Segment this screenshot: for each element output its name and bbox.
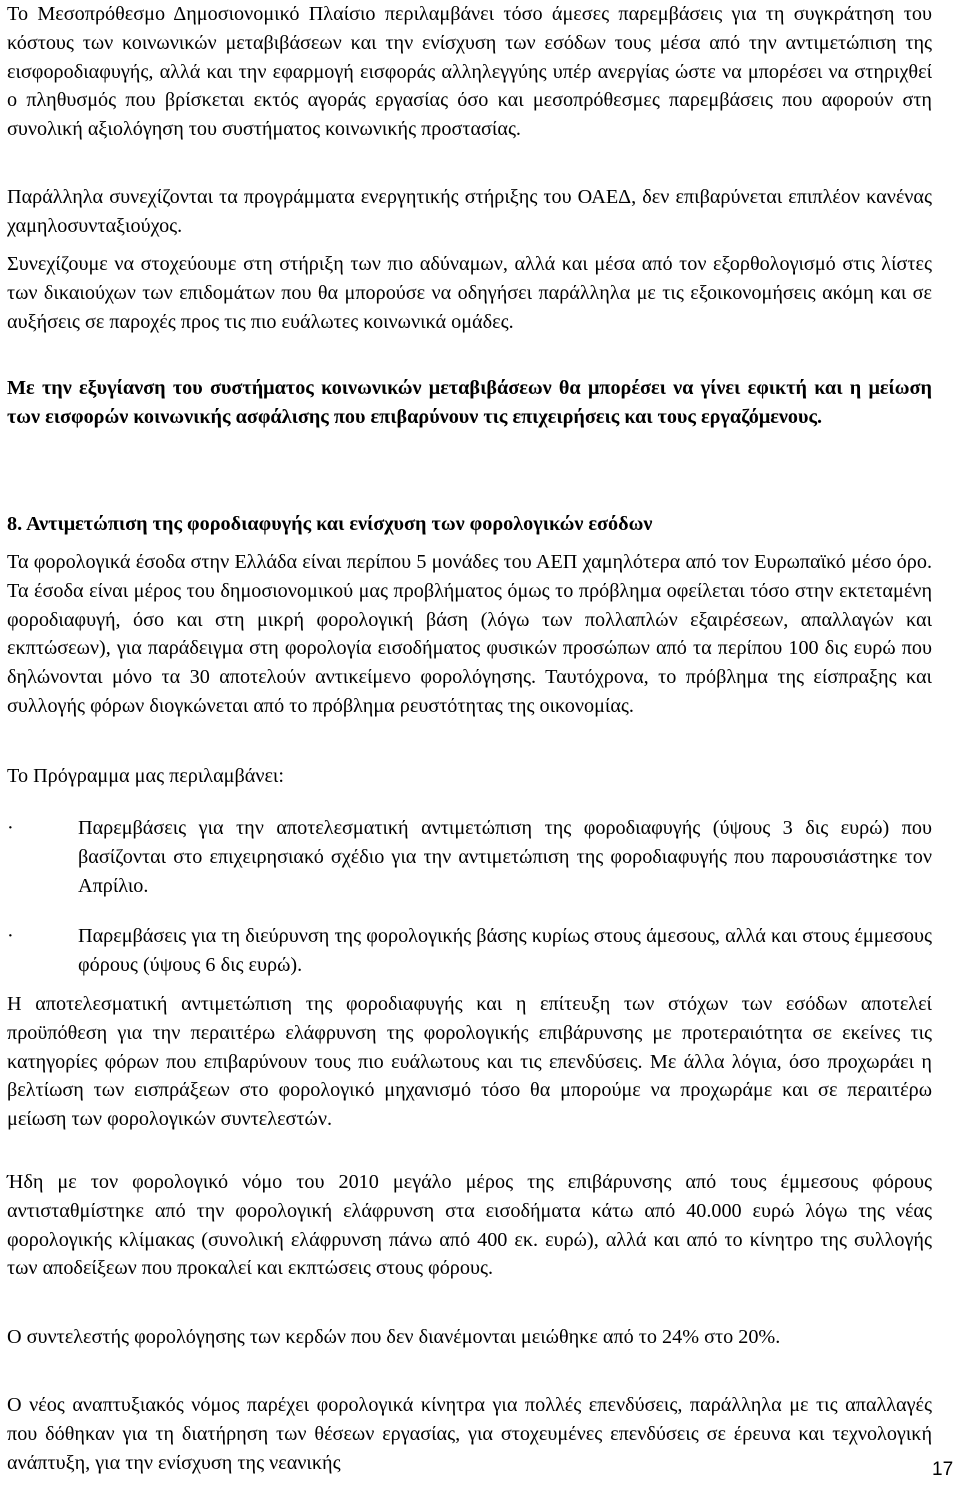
paragraph-program-intro: Το Πρόγραμμα μας περιλαμβάνει: bbox=[7, 765, 284, 787]
paragraph-oaed-programs: Παράλληλα συνεχίζονται τα προγράμματα ενεργητικής στήριξης του ΟΑΕΔ, δεν επιβαρύνεται επιπλέον κανένας χαμηλοσυνταξιούχος. bbox=[7, 186, 932, 237]
section-heading-8: 8. Αντιμετώπιση της φοροδιαφυγής και ενίσχυση των φορολογικών εσόδων bbox=[7, 513, 653, 535]
bullet-marker: · bbox=[7, 925, 14, 947]
paragraph-tax-law-2010: Ήδη με τον φορολογικό νόμο του 2010 μεγάλο μέρος της επιβάρυνσης από τους έμμεσους φόρους αντισταθμίστηκε από την φορολογική ελάφρυνση στα εισοδήματα κάτω από 40.000 ευρώ λόγω της νέας φορολογικής κλίμακας (συνολική ελάφρυνση πάνω από 400 εκ. ευρώ), αλλά και από το κίνητρο της συλλογής των αποδείξεων που προκαλεί και εκπτώσεις στους φόρους. bbox=[7, 1171, 932, 1280]
bullet-marker: · bbox=[7, 817, 14, 839]
paragraph-support-vulnerable: Συνεχίζουμε να στοχεύουμε στη στήριξη των πιο αδύναμων, αλλά και μέσα από τον εξορθολογισμό στις λίστες των δικαιούχων των επιδομάτων που θα μπορούσε να οδηγήσει παράλληλα με τις εξοικονομήσεις ακόμη και σε αυξήσεις σε παροχές προς τις πιο ευάλωτες κοινωνικά ομάδες. bbox=[7, 253, 932, 333]
page-number: 17 bbox=[932, 1459, 954, 1480]
paragraph-tax-relief-priority: Η αποτελεσματική αντιμετώπιση της φοροδιαφυγής και η επίτευξη των στόχων των εσόδων αποτελεί προϋπόθεση για την περαιτέρω ελάφρυνση της φορολογικής επιβάρυνσης με προτεραιότητα σε εκείνες τις κατηγορίες φόρων που επιβαρύνουν τους πιο ευάλωτους και τις επενδύσεις. Με άλλα λόγια, όσο προχωράει η βελτίωση των εισπράξεων στο φορολογικό μηχανισμό τόσο θα μπορούμε να προχωράμε και σε περαιτέρω μείωση των φορολογικών συντελεστών. bbox=[7, 993, 932, 1131]
paragraph-tax-revenue: Τα φορολογικά έσοδα στην Ελλάδα είναι περίπου 5 μονάδες του ΑΕΠ χαμηλότερα από τον Ευρωπαϊκό μέσο όρο. Τα έσοδα είναι μέρος του δημοσιονομικού μας προβλήματος όμως το πρόβλημα οφείλεται τόσο στην εκτεταμένη φοροδιαφυγή, όσο και στη μικρή φορολογική βάση (λόγω των πολλαπλών εξαιρέσεων, απαλλαγών και εκπτώσεων), για παράδειγμα στη φορολογία εισοδήματος φυσικών προσώπων από τα περίπου 100 δις ευρώ που δηλώνονται μόνο τα 30 αποτελούν αντικείμενο φορολόγησης. Ταυτόχρονα, το πρόβλημα της είσπραξης και συλλογής φόρων διογκώνεται από το πρόβλημα ρευστότητας της οικονομίας. bbox=[7, 551, 932, 717]
paragraph-profit-tax-rate: Ο συντελεστής φορολόγησης των κερδών που δεν διανέμονται μειώθηκε από το 24% στο 20%. bbox=[7, 1326, 781, 1348]
paragraph-bold-conclusion: Με την εξυγίανση του συστήματος κοινωνικών μεταβιβάσεων θα μπορέσει να γίνει εφικτή και η μείωση των εισφορών κοινωνικής ασφάλισης που επιβαρύνουν τις επιχειρήσεις και τους εργαζόμενους. bbox=[7, 377, 932, 428]
bullet-item bbox=[7, 922, 932, 980]
bullet-text: Παρεμβάσεις για τη διεύρυνση της φορολογικής βάσης κυρίως στους άμεσους, αλλά και στους έμμεσους φόρους (ύψους 6 δις ευρώ). bbox=[78, 925, 932, 976]
paragraph-fiscal-framework: Το Μεσοπρόθεσμο Δημοσιονομικό Πλαίσιο περιλαμβάνει τόσο άμεσες παρεμβάσεις για τη συγκράτηση του κόστους των κοινωνικών μεταβιβάσεων και την ενίσχυση των εσόδων τους μέσα από την αντιμετώπιση της εισφοροδιαφυγής, αλλά και την εφαρμογή εισφοράς αλληλεγγύης υπέρ ανεργίας ώστε να μπορέσει να στηριχθεί ο πληθυσμός που βρίσκεται εκτός αγοράς εργασίας όσο και μεσοπρόθεσμες παρεμβάσεις που αφορούν στη συνολική αξιολόγηση του συστήματος κοινωνικής προστασίας. bbox=[7, 3, 932, 141]
bullet-item bbox=[7, 814, 932, 900]
paragraph-development-law: Ο νέος αναπτυξιακός νόμος παρέχει φορολογικά κίνητρα για πολλές επενδύσεις, παράλληλα με τις απαλλαγές που δόθηκαν για τη διατήρηση των θέσεων εργασίας, για στοχευμένες επενδύσεις σε έρευνα και τεχνολογική ανάπτυξη, για την ενίσχυση της νεανικής bbox=[7, 1394, 932, 1474]
bullet-text: Παρεμβάσεις για την αποτελεσματική αντιμετώπιση της φοροδιαφυγής (ύψους 3 δις ευρώ) που βασίζονται στο επιχειρησιακό σχέδιο για την αντιμετώπιση της φοροδιαφυγής που παρουσιάστηκε τον Απρίλιο. bbox=[78, 817, 932, 897]
